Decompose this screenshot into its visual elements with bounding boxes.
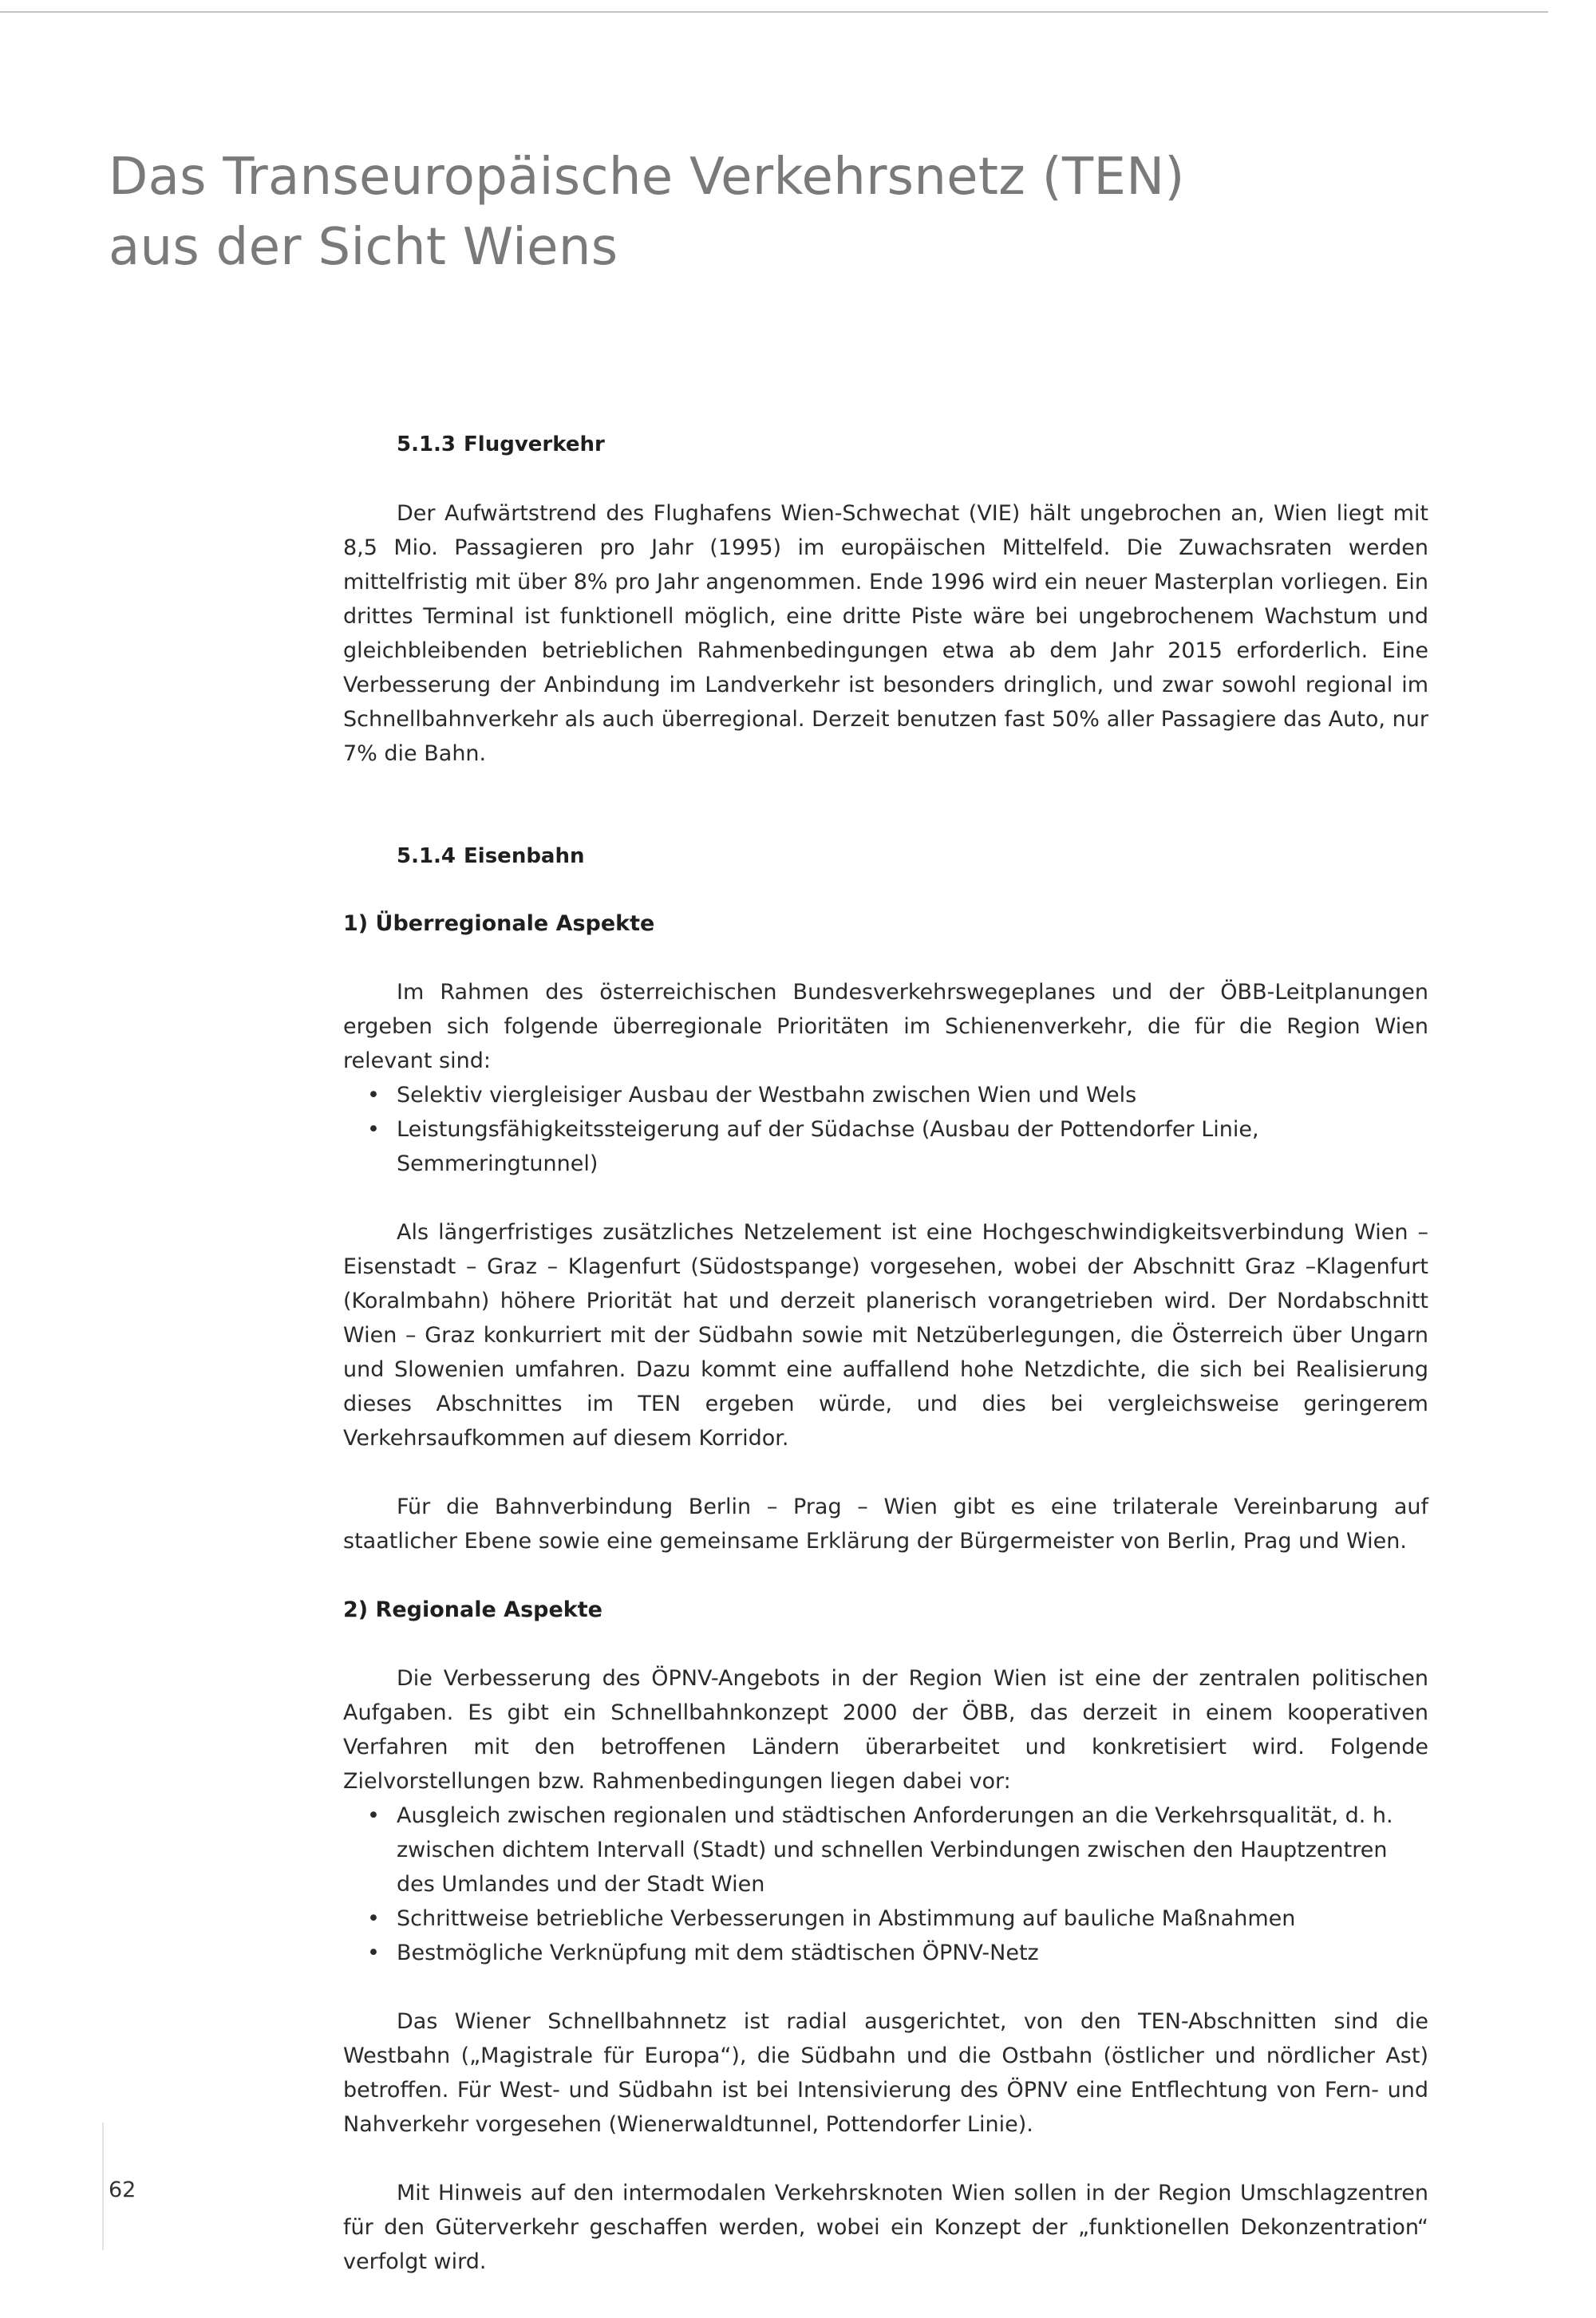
paragraph-schnellbahnnetz: Das Wiener Schnellbahnnetz ist radial ausgerichtet, von den TEN-Abschnitten sind die Westbahn („Magistrale für Europa“), die Südbahn und die Ostbahn (östlicher und nördlicher Ast) betroffen. Für West- und Südbahn ist bei Intensivierung des ÖPNV eine Entflechtung von Fern- und Nahverkehr vorgesehen (Wienerwaldtunnel, Pottendorfer Linie).	[343, 2009, 1428, 2137]
top-divider	[0, 11, 1548, 13]
paragraph-berlin-prag-wien: Für die Bahnverbindung Berlin – Prag – Wien gibt es eine trilaterale Vereinbarung auf staatlicher Ebene sowie eine gemeinsame Erklärung der Bürgermeister von Berlin, Prag und Wien.	[343, 1495, 1428, 1554]
list-item-text: Schrittweise betriebliche Verbesserungen in Abstimmung auf bauliche Maßnahmen	[397, 1906, 1296, 1931]
section-heading-flugverkehr	[343, 428, 1428, 462]
list-item	[343, 1112, 1428, 1181]
paragraph-regional-intro: Die Verbesserung des ÖPNV-Angebots in der Region Wien ist eine der zentralen politischen Aufgaben. Es gibt ein Schnellbahnkonzept 2000 der ÖBB, das derzeit in einem kooperativen Verfahren mit den betroffenen Ländern überarbeitet und konkretisiert wird. Folgende Zielvorstellungen bzw. Rahmenbedingungen liegen dabei vor:	[343, 1666, 1428, 1794]
section-number: 5.1.3	[397, 432, 456, 456]
subheading-ueberregionale-aspekte: 1) Überregionale Aspekte	[343, 911, 655, 936]
page-title	[109, 142, 1385, 282]
section-title: Eisenbahn	[464, 844, 585, 868]
bullet-icon: •	[367, 1117, 380, 1142]
margin-divider	[102, 2123, 104, 2250]
bullet-list-ueberregional	[343, 1078, 1428, 1181]
section-title: Flugverkehr	[464, 432, 605, 456]
list-item	[343, 1078, 1428, 1112]
page-number: 62	[109, 2178, 136, 2202]
paragraph-flugverkehr: Der Aufwärtstrend des Flughafens Wien-Schwechat (VIE) hält ungebrochen an, Wien liegt mit 8,5 Mio. Passagieren pro Jahr (1995) im europäischen Mittelfeld. Die Zuwachsraten werden mittelfristig mit über 8% pro Jahr angenommen. Ende 1996 wird ein neuer Masterplan vorliegen. Ein drittes Terminal ist funktionell möglich, eine dritte Piste wäre bei ungebrochenem Wachstum und gleichbleibenden betrieblichen Rahmenbedingungen etwa ab dem Jahr 2015 erforderlich. Eine Verbesserung der Anbindung im Landverkehr ist besonders dringlich, und zwar sowohl regional im Schnellbahnverkehr als auch überregional. Derzeit benutzen fast 50% aller Passagiere das Auto, nur 7% die Bahn.	[343, 501, 1428, 766]
list-item-text: Ausgleich zwischen regionalen und städtischen Anforderungen an die Verkehrsqualität, d. h. zwischen dichtem Intervall (Stadt) und schnellen Verbindungen zwischen den Hauptzentren des Umlandes und der Stadt Wien	[397, 1803, 1393, 1897]
section-heading-eisenbahn	[343, 839, 1428, 874]
bullet-list-regional	[343, 1799, 1428, 1970]
subheading-regionale-aspekte: 2) Regionale Aspekte	[343, 1597, 602, 1622]
bullet-icon: •	[367, 1803, 380, 1828]
list-item	[343, 1936, 1428, 1970]
paragraph-hochgeschwindigkeit: Als längerfristiges zusätzliches Netzelement ist eine Hochgeschwindigkeitsverbindung Wien – Eisenstadt – Graz – Klagenfurt (Südostspange) vorgesehen, wobei der Abschnitt Graz –Klagenfurt (Koralmbahn) höhere Priorität hat und derzeit planerisch vorangetrieben wird. Der Nordabschnitt Wien – Graz konkurriert mit der Südbahn sowie mit Netzüberlegungen, die Österreich über Ungarn und Slowenien umfahren. Dazu kommt eine auffallend hohe Netzdichte, die sich bei Realisierung dieses Abschnittes im TEN ergeben würde, und dies bei vergleichsweise geringerem Verkehrsaufkommen auf diesem Korridor.	[343, 1220, 1428, 1451]
bullet-icon: •	[367, 1941, 380, 1965]
paragraph-ueberregional-intro: Im Rahmen des österreichischen Bundesverkehrswegeplanes und der ÖBB-Leitplanungen ergeben sich folgende überregionale Prioritäten im Schienenverkehr, die für die Region Wien relevant sind:	[343, 980, 1428, 1073]
page-title-line-1: Das Transeuropäische Verkehrsnetz (TEN)	[109, 148, 1185, 207]
bullet-icon: •	[367, 1083, 380, 1108]
list-item	[343, 1799, 1428, 1901]
list-item-text: Selektiv viergleisiger Ausbau der Westbahn zwischen Wien und Wels	[397, 1083, 1137, 1108]
list-item-text: Leistungsfähigkeitssteigerung auf der Südachse (Ausbau der Pottendorfer Linie, Semmeringtunnel)	[397, 1117, 1259, 1176]
list-item-text: Bestmögliche Verknüpfung mit dem städtischen ÖPNV-Netz	[397, 1941, 1039, 1965]
section-number: 5.1.4	[397, 844, 456, 868]
bullet-icon: •	[367, 1906, 380, 1931]
main-content	[343, 428, 1428, 2279]
paragraph-umschlagzentren: Mit Hinweis auf den intermodalen Verkehrsknoten Wien sollen in der Region Umschlagzentren für den Güterverkehr geschaffen werden, wobei ein Konzept der „funktionellen Dekonzentration“ verfolgt wird.	[343, 2181, 1428, 2274]
list-item	[343, 1901, 1428, 1936]
page-title-line-2: aus der Sicht Wiens	[109, 218, 618, 277]
